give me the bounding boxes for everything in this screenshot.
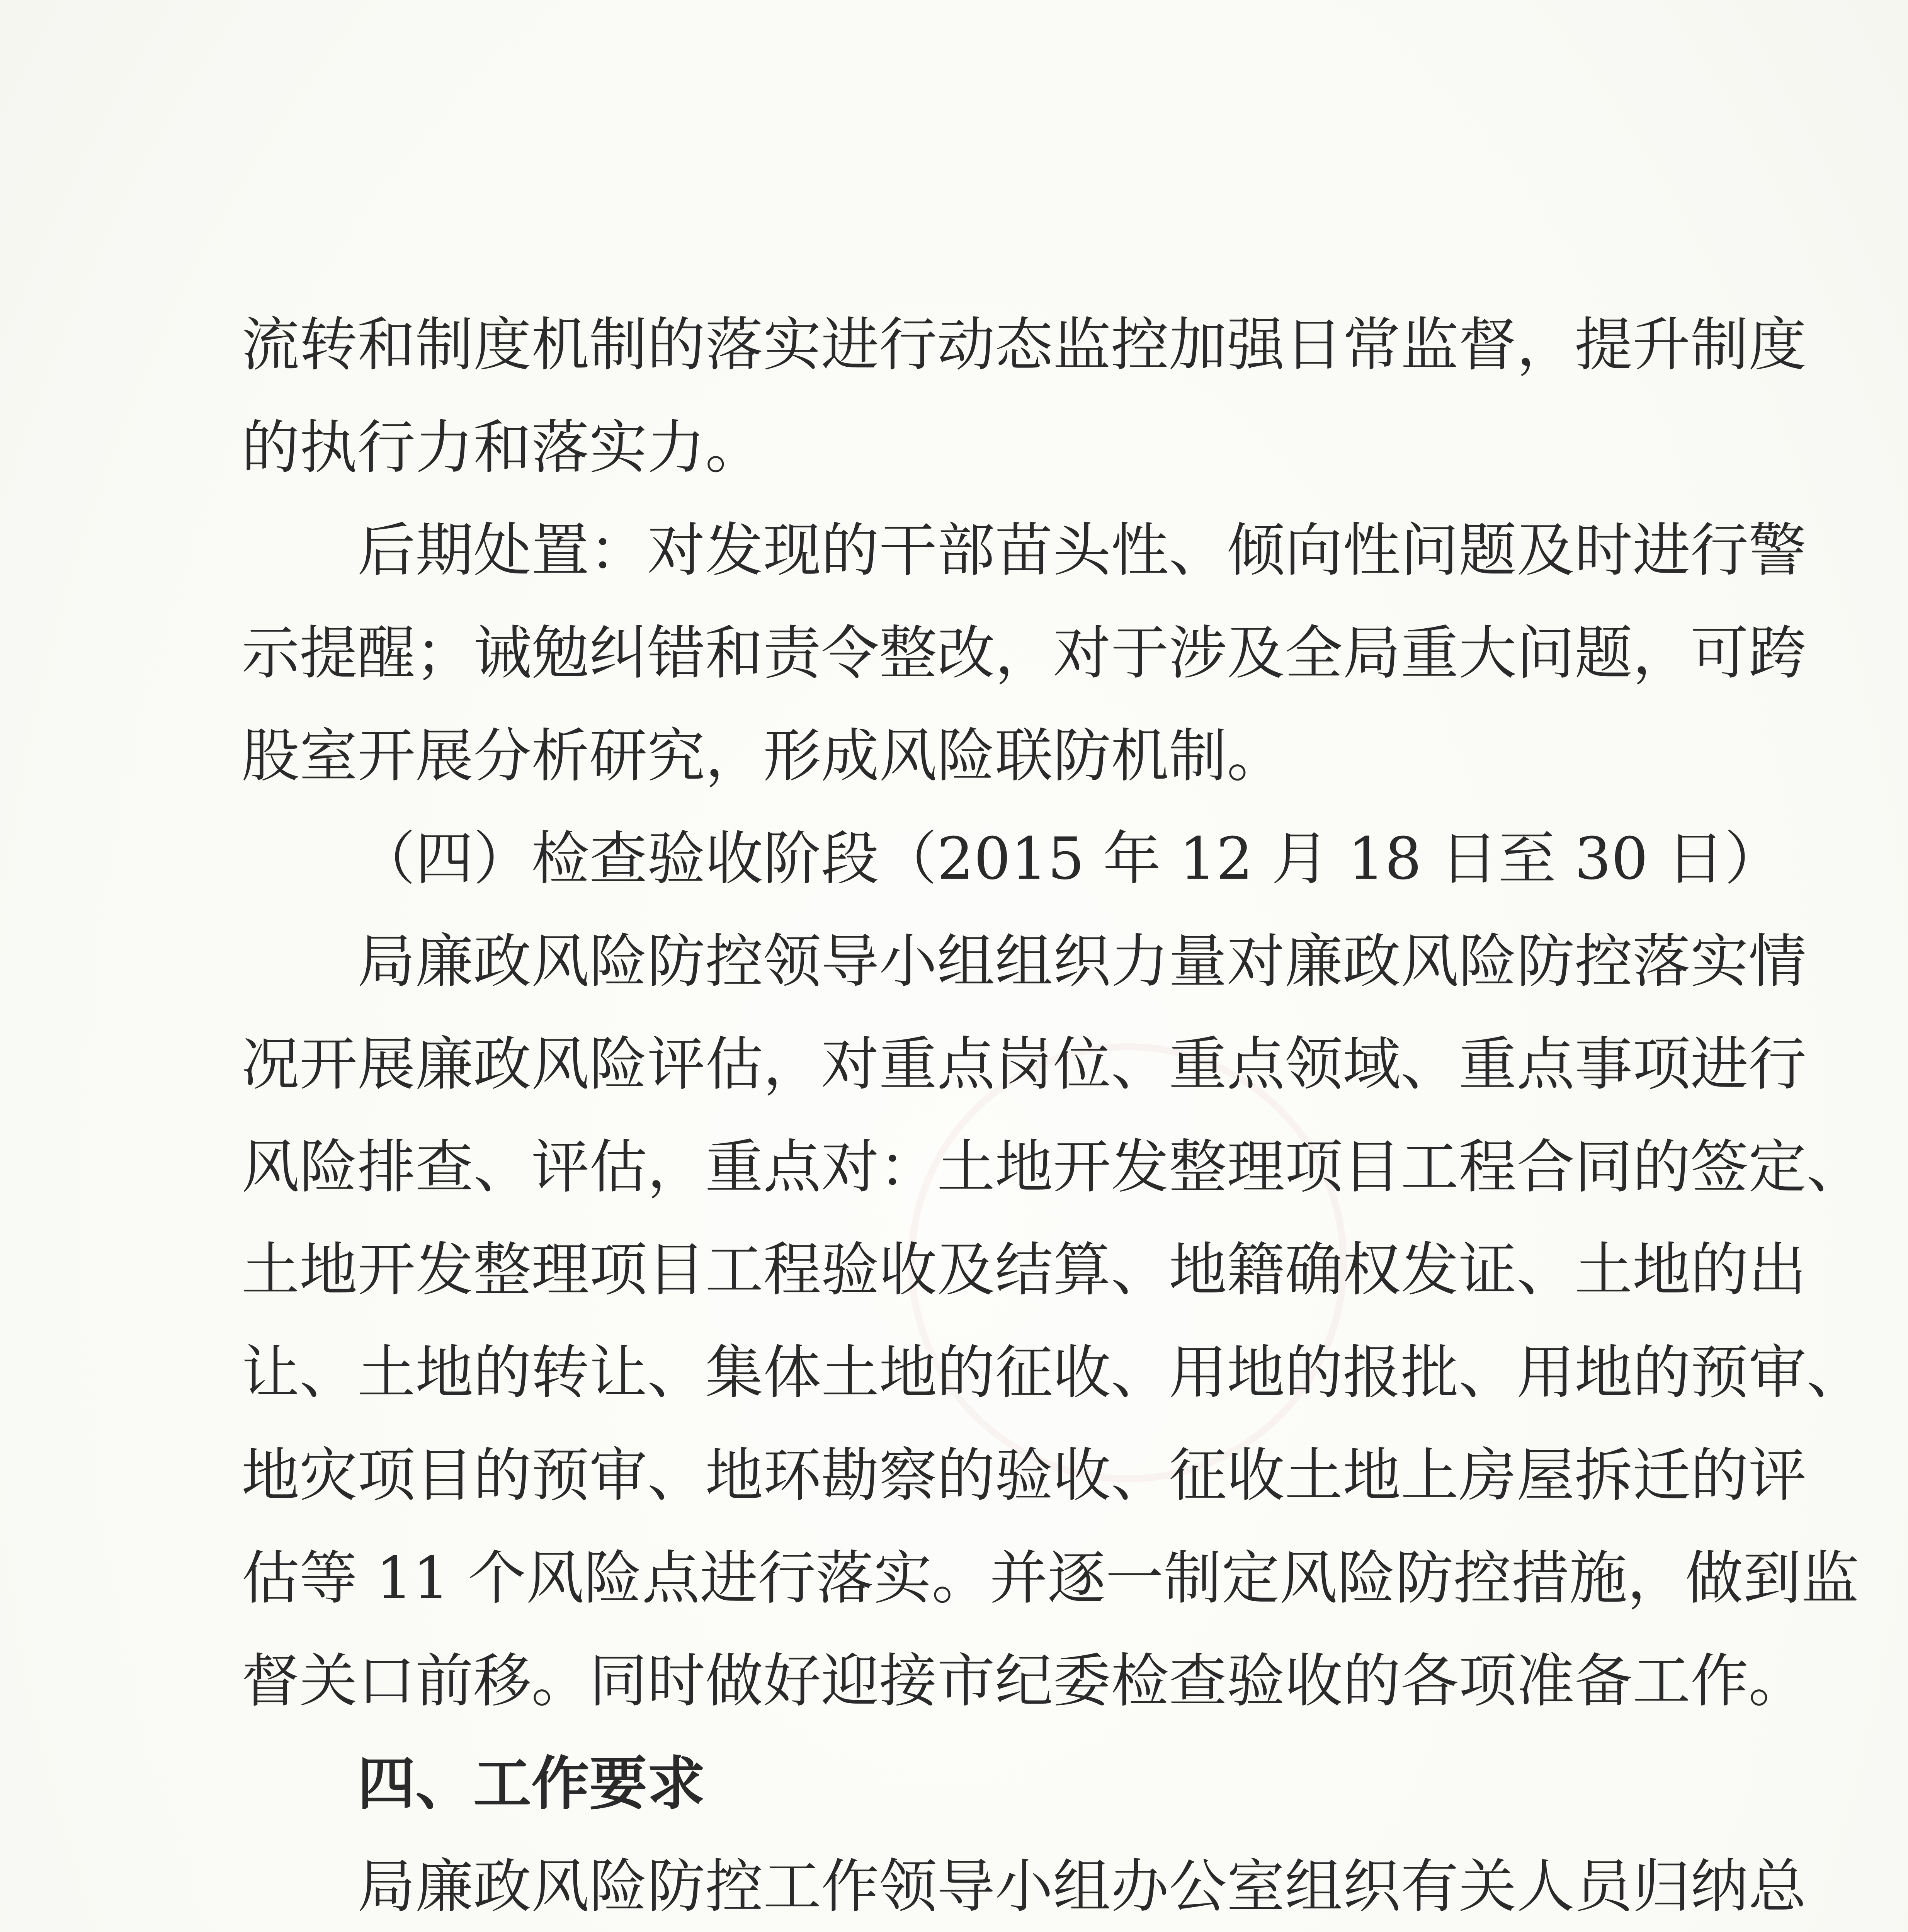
paragraph-line: 督关口前移。同时做好迎接市纪委检查验收的各项准备工作。 [241, 1648, 1807, 1715]
paragraph-line: 风险排查、评估，重点对：土地开发整理项目工程合同的签定、 [241, 1134, 1865, 1201]
paragraph-line: 让、土地的转让、集体土地的征收、用地的报批、用地的预审、 [241, 1339, 1865, 1406]
paragraph-line: 地灾项目的预审、地环勘察的验收、征收土地上房屋拆迁的评 [241, 1442, 1807, 1509]
paragraph-line: 的执行力和落实力。 [241, 414, 764, 481]
paragraph-line: 况开展廉政风险评估，对重点岗位、重点领域、重点事项进行 [241, 1031, 1807, 1098]
subsection-heading: （四）检查验收阶段（2015 年 12 月 18 日至 30 日） [357, 825, 1783, 893]
paragraph-line: 流转和制度机制的落实进行动态监控加强日常监督，提升制度 [241, 311, 1807, 379]
document-body [241, 294, 1865, 1932]
paragraph-line: 局廉政风险防控领导小组组织力量对廉政风险防控落实情 [357, 928, 1807, 995]
paragraph-line: 估等 11 个风险点进行落实。并逐一制定风险防控措施，做到监 [241, 1545, 1859, 1612]
section-heading: 四、工作要求 [357, 1750, 706, 1818]
paragraph-line: 后期处置：对发现的干部苗头性、倾向性问题及时进行警 [357, 517, 1807, 584]
paragraph-line: 示提醒；诫勉纠错和责令整改，对于涉及全局重大问题，可跨 [241, 620, 1807, 687]
paragraph-line: 土地开发整理项目工程验收及结算、地籍确权发证、土地的出 [241, 1236, 1807, 1304]
paragraph-line: 局廉政风险防控工作领导小组办公室组织有关人员归纳总 [357, 1853, 1807, 1920]
paragraph-line: 股室开展分析研究，形成风险联防机制。 [241, 723, 1285, 790]
